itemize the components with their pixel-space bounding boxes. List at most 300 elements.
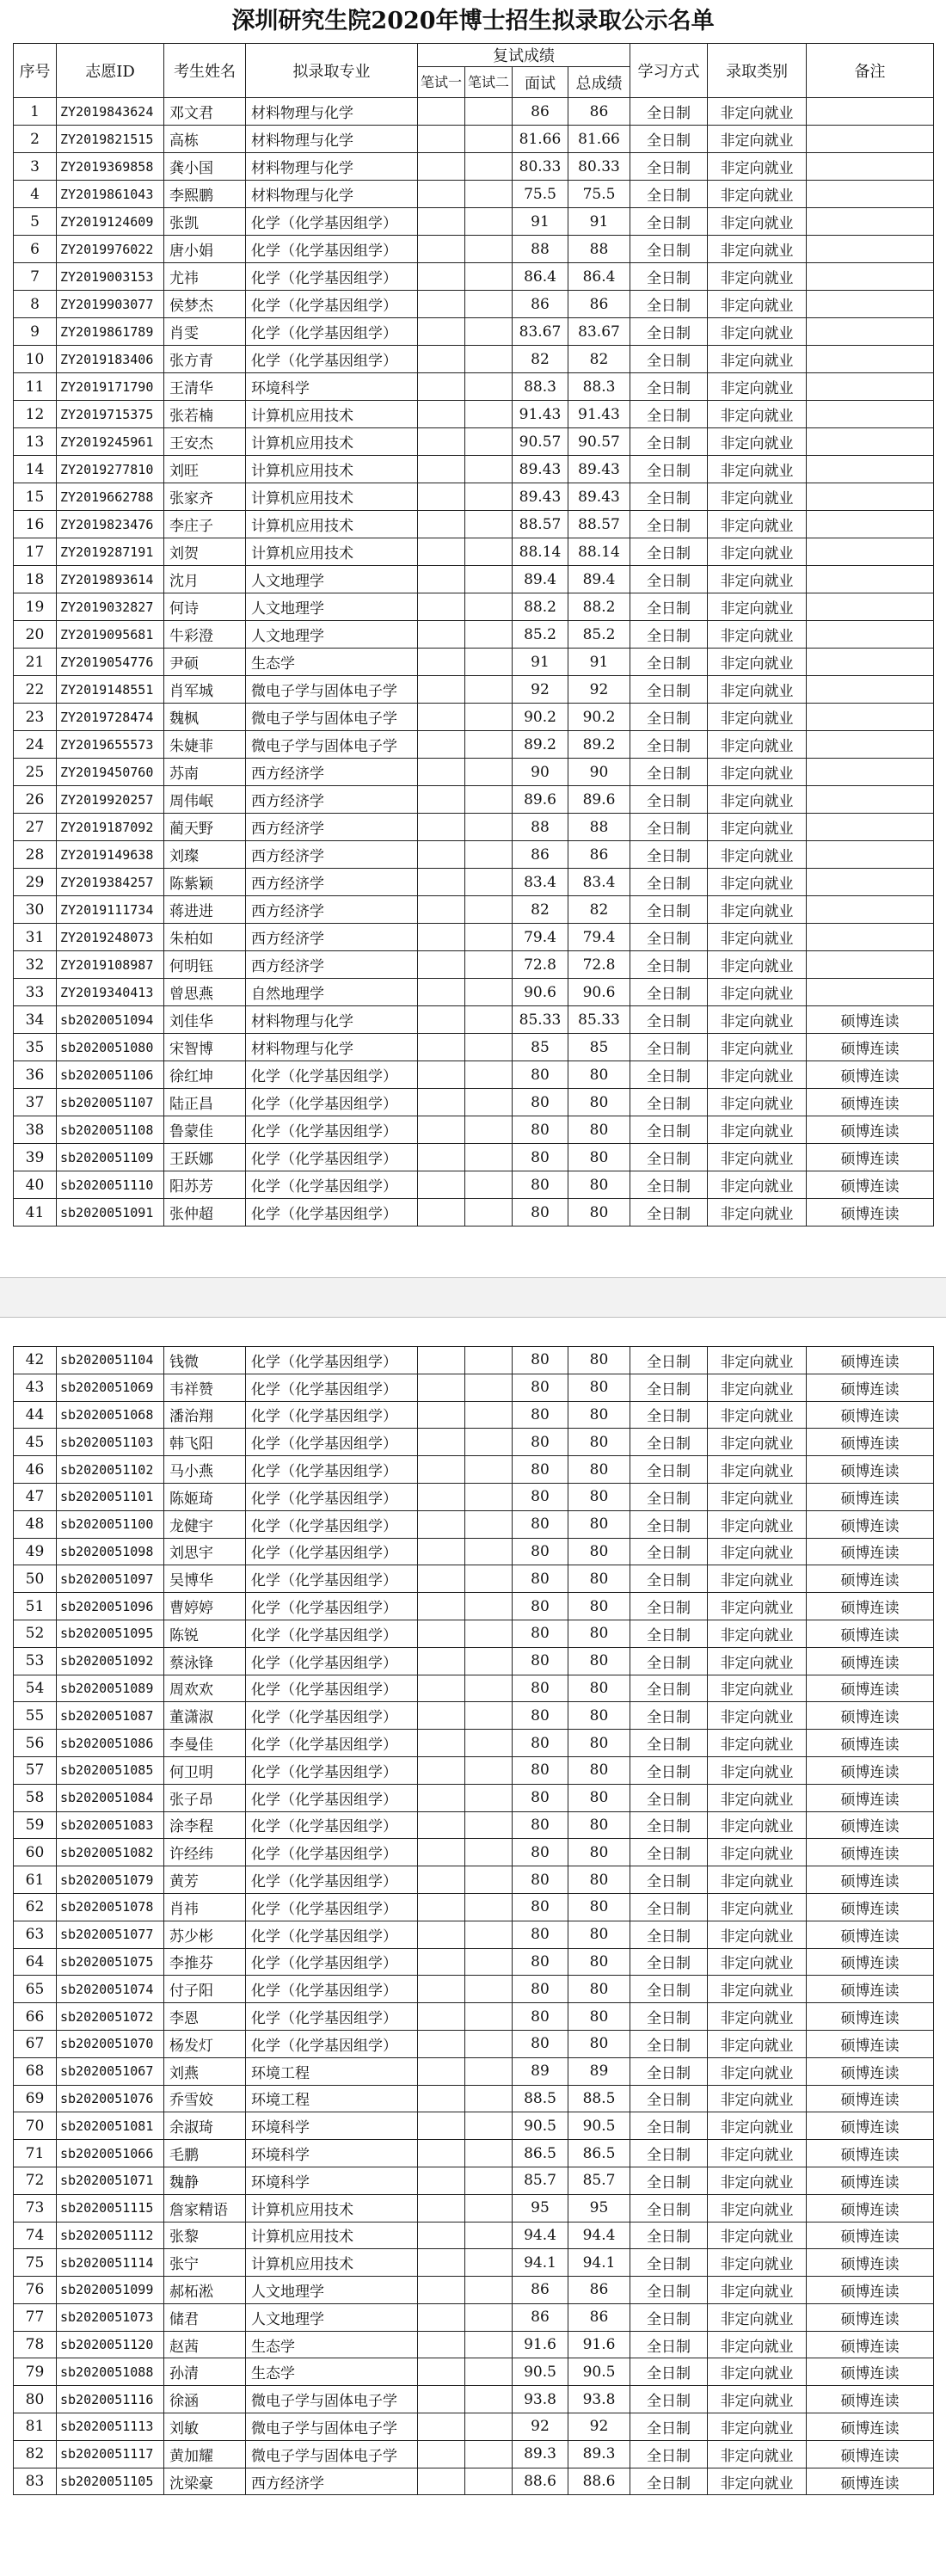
cell-total: 90.5 bbox=[568, 2112, 630, 2140]
cell-remark bbox=[807, 511, 934, 538]
cell-total: 80 bbox=[568, 1784, 630, 1811]
cell-written-1 bbox=[418, 2222, 465, 2249]
cell-name: 阳苏芳 bbox=[164, 1171, 246, 1199]
cell-written-2 bbox=[465, 2413, 513, 2441]
cell-category: 非定向就业 bbox=[708, 2331, 807, 2358]
cell-written-1 bbox=[418, 951, 465, 979]
cell-interview: 90.2 bbox=[513, 704, 568, 731]
table-row bbox=[14, 1730, 934, 1757]
cell-written-1 bbox=[418, 1456, 465, 1484]
cell-category: 非定向就业 bbox=[708, 318, 807, 346]
cell-seq: 2 bbox=[14, 126, 57, 153]
cell-major: 生态学 bbox=[246, 2358, 418, 2386]
cell-mode: 全日制 bbox=[630, 1675, 708, 1702]
cell-written-1 bbox=[418, 2003, 465, 2031]
cell-seq: 40 bbox=[14, 1171, 57, 1199]
cell-name: 尹硕 bbox=[164, 649, 246, 676]
cell-written-1 bbox=[418, 2030, 465, 2057]
cell-id: ZY2019111734 bbox=[57, 896, 164, 924]
cell-mode: 全日制 bbox=[630, 759, 708, 786]
cell-written-2 bbox=[465, 814, 513, 841]
cell-interview: 80 bbox=[513, 1510, 568, 1538]
cell-remark bbox=[807, 181, 934, 208]
cell-category: 非定向就业 bbox=[708, 98, 807, 126]
cell-remark: 硕博连读 bbox=[807, 1866, 934, 1894]
cell-remark bbox=[807, 593, 934, 621]
cell-interview: 86.5 bbox=[513, 2140, 568, 2167]
cell-name: 黄加耀 bbox=[164, 2440, 246, 2468]
cell-mode: 全日制 bbox=[630, 2468, 708, 2495]
cell-mode: 全日制 bbox=[630, 1784, 708, 1811]
header-id: 志愿ID bbox=[57, 44, 164, 98]
cell-seq: 18 bbox=[14, 566, 57, 593]
table-row bbox=[14, 2386, 934, 2413]
cell-written-2 bbox=[465, 1565, 513, 1593]
cell-interview: 80 bbox=[513, 1784, 568, 1811]
cell-written-1 bbox=[418, 1199, 465, 1227]
cell-written-1 bbox=[418, 291, 465, 318]
cell-written-2 bbox=[465, 704, 513, 731]
cell-written-1 bbox=[418, 538, 465, 566]
cell-written-1 bbox=[418, 2277, 465, 2304]
cell-remark: 硕博连读 bbox=[807, 1948, 934, 1976]
cell-seq: 21 bbox=[14, 649, 57, 676]
cell-interview: 80 bbox=[513, 2003, 568, 2031]
table-row bbox=[14, 649, 934, 676]
cell-name: 赵茜 bbox=[164, 2331, 246, 2358]
cell-total: 89 bbox=[568, 2057, 630, 2085]
cell-written-2 bbox=[465, 1976, 513, 2003]
cell-category: 非定向就业 bbox=[708, 869, 807, 896]
cell-id: ZY2019187092 bbox=[57, 814, 164, 841]
cell-category: 非定向就业 bbox=[708, 1006, 807, 1034]
cell-written-1 bbox=[418, 869, 465, 896]
cell-mode: 全日制 bbox=[630, 1429, 708, 1456]
cell-id: ZY2019108987 bbox=[57, 951, 164, 979]
cell-written-1 bbox=[418, 1171, 465, 1199]
cell-mode: 全日制 bbox=[630, 2249, 708, 2277]
cell-written-2 bbox=[465, 1006, 513, 1034]
table-row bbox=[14, 2331, 934, 2358]
cell-remark bbox=[807, 841, 934, 869]
cell-name: 钱微 bbox=[164, 1347, 246, 1374]
cell-interview: 80 bbox=[513, 1199, 568, 1227]
cell-seq: 3 bbox=[14, 153, 57, 181]
table-row bbox=[14, 1893, 934, 1921]
cell-mode: 全日制 bbox=[630, 649, 708, 676]
cell-written-2 bbox=[465, 1144, 513, 1171]
cell-name: 许经纬 bbox=[164, 1839, 246, 1866]
cell-seq: 66 bbox=[14, 2003, 57, 2031]
cell-id: sb2020051069 bbox=[57, 1374, 164, 1401]
cell-mode: 全日制 bbox=[630, 1756, 708, 1784]
cell-seq: 47 bbox=[14, 1483, 57, 1510]
cell-total: 80 bbox=[568, 1089, 630, 1116]
cell-major: 化学（化学基因组学） bbox=[246, 1116, 418, 1144]
cell-name: 王清华 bbox=[164, 373, 246, 401]
cell-written-1 bbox=[418, 1483, 465, 1510]
cell-written-1 bbox=[418, 1429, 465, 1456]
cell-category: 非定向就业 bbox=[708, 153, 807, 181]
table-row bbox=[14, 924, 934, 951]
cell-mode: 全日制 bbox=[630, 1089, 708, 1116]
cell-id: sb2020051112 bbox=[57, 2222, 164, 2249]
cell-written-2 bbox=[465, 1866, 513, 1894]
cell-name: 曹婷婷 bbox=[164, 1593, 246, 1620]
cell-name: 肖祎 bbox=[164, 1893, 246, 1921]
cell-category: 非定向就业 bbox=[708, 2303, 807, 2331]
cell-name: 刘敏 bbox=[164, 2413, 246, 2441]
cell-interview: 95 bbox=[513, 2194, 568, 2222]
cell-name: 魏枫 bbox=[164, 704, 246, 731]
cell-id: ZY2019450760 bbox=[57, 759, 164, 786]
cell-written-1 bbox=[418, 566, 465, 593]
cell-category: 非定向就业 bbox=[708, 731, 807, 759]
cell-seq: 20 bbox=[14, 621, 57, 649]
table-row bbox=[14, 98, 934, 126]
cell-remark: 硕博连读 bbox=[807, 2413, 934, 2441]
cell-category: 非定向就业 bbox=[708, 566, 807, 593]
cell-total: 95 bbox=[568, 2194, 630, 2222]
cell-id: sb2020051091 bbox=[57, 1199, 164, 1227]
table-row bbox=[14, 2057, 934, 2085]
cell-interview: 90.57 bbox=[513, 428, 568, 456]
cell-seq: 77 bbox=[14, 2303, 57, 2331]
cell-mode: 全日制 bbox=[630, 263, 708, 291]
cell-total: 80 bbox=[568, 1116, 630, 1144]
cell-total: 94.4 bbox=[568, 2222, 630, 2249]
cell-interview: 88.6 bbox=[513, 2468, 568, 2495]
cell-name: 刘璨 bbox=[164, 841, 246, 869]
cell-seq: 5 bbox=[14, 208, 57, 236]
cell-category: 非定向就业 bbox=[708, 2167, 807, 2194]
cell-total: 80 bbox=[568, 1866, 630, 1894]
cell-remark: 硕博连读 bbox=[807, 2057, 934, 2085]
table-row bbox=[14, 2140, 934, 2167]
cell-mode: 全日制 bbox=[630, 1976, 708, 2003]
cell-remark bbox=[807, 373, 934, 401]
cell-written-2 bbox=[465, 2440, 513, 2468]
table-row bbox=[14, 2413, 934, 2441]
cell-written-2 bbox=[465, 1089, 513, 1116]
cell-written-2 bbox=[465, 1061, 513, 1089]
cell-remark: 硕博连读 bbox=[807, 1647, 934, 1675]
cell-id: ZY2019843624 bbox=[57, 98, 164, 126]
cell-major: 化学（化学基因组学） bbox=[246, 318, 418, 346]
cell-category: 非定向就业 bbox=[708, 676, 807, 704]
cell-remark: 硕博连读 bbox=[807, 1538, 934, 1565]
table-row bbox=[14, 1948, 934, 1976]
cell-written-2 bbox=[465, 483, 513, 511]
cell-category: 非定向就业 bbox=[708, 924, 807, 951]
cell-written-1 bbox=[418, 786, 465, 814]
cell-written-1 bbox=[418, 1374, 465, 1401]
cell-major: 化学（化学基因组学） bbox=[246, 346, 418, 373]
cell-written-2 bbox=[465, 126, 513, 153]
cell-id: ZY2019861789 bbox=[57, 318, 164, 346]
cell-total: 80 bbox=[568, 2003, 630, 2031]
cell-major: 人文地理学 bbox=[246, 621, 418, 649]
table-row bbox=[14, 621, 934, 649]
cell-id: ZY2019715375 bbox=[57, 401, 164, 428]
cell-written-1 bbox=[418, 1034, 465, 1061]
cell-major: 计算机应用技术 bbox=[246, 483, 418, 511]
cell-written-1 bbox=[418, 1089, 465, 1116]
cell-written-2 bbox=[465, 98, 513, 126]
cell-major: 计算机应用技术 bbox=[246, 456, 418, 483]
cell-id: sb2020051082 bbox=[57, 1839, 164, 1866]
cell-category: 非定向就业 bbox=[708, 1784, 807, 1811]
cell-interview: 90 bbox=[513, 759, 568, 786]
cell-remark bbox=[807, 153, 934, 181]
cell-major: 化学（化学基因组学） bbox=[246, 2030, 418, 2057]
cell-name: 刘旺 bbox=[164, 456, 246, 483]
cell-major: 自然地理学 bbox=[246, 979, 418, 1006]
cell-id: sb2020051070 bbox=[57, 2030, 164, 2057]
cell-seq: 27 bbox=[14, 814, 57, 841]
cell-interview: 80 bbox=[513, 1347, 568, 1374]
cell-category: 非定向就业 bbox=[708, 951, 807, 979]
table-row bbox=[14, 1702, 934, 1730]
cell-total: 91 bbox=[568, 649, 630, 676]
table-row bbox=[14, 2030, 934, 2057]
cell-remark: 硕博连读 bbox=[807, 1374, 934, 1401]
cell-remark: 硕博连读 bbox=[807, 2303, 934, 2331]
cell-category: 非定向就业 bbox=[708, 373, 807, 401]
table-row bbox=[14, 2085, 934, 2112]
cell-written-1 bbox=[418, 1866, 465, 1894]
cell-remark bbox=[807, 649, 934, 676]
cell-seq: 68 bbox=[14, 2057, 57, 2085]
cell-written-2 bbox=[465, 1948, 513, 1976]
cell-written-1 bbox=[418, 1839, 465, 1866]
cell-remark bbox=[807, 263, 934, 291]
cell-mode: 全日制 bbox=[630, 2194, 708, 2222]
cell-remark: 硕博连读 bbox=[807, 1921, 934, 1948]
cell-major: 化学（化学基因组学） bbox=[246, 1429, 418, 1456]
cell-total: 80 bbox=[568, 1483, 630, 1510]
cell-category: 非定向就业 bbox=[708, 2386, 807, 2413]
cell-id: ZY2019655573 bbox=[57, 731, 164, 759]
cell-written-2 bbox=[465, 1401, 513, 1429]
cell-id: ZY2019124609 bbox=[57, 208, 164, 236]
cell-written-1 bbox=[418, 1061, 465, 1089]
cell-total: 89.3 bbox=[568, 2440, 630, 2468]
cell-name: 尤祎 bbox=[164, 263, 246, 291]
cell-id: sb2020051086 bbox=[57, 1730, 164, 1757]
cell-mode: 全日制 bbox=[630, 566, 708, 593]
table-row bbox=[14, 1116, 934, 1144]
cell-mode: 全日制 bbox=[630, 208, 708, 236]
cell-id: sb2020051113 bbox=[57, 2413, 164, 2441]
table-row bbox=[14, 1171, 934, 1199]
cell-seq: 15 bbox=[14, 483, 57, 511]
table-row bbox=[14, 1061, 934, 1089]
cell-seq: 41 bbox=[14, 1199, 57, 1227]
cell-written-2 bbox=[465, 1538, 513, 1565]
cell-written-2 bbox=[465, 2358, 513, 2386]
cell-category: 非定向就业 bbox=[708, 786, 807, 814]
cell-written-1 bbox=[418, 2303, 465, 2331]
cell-category: 非定向就业 bbox=[708, 896, 807, 924]
table-row bbox=[14, 951, 934, 979]
cell-major: 计算机应用技术 bbox=[246, 2249, 418, 2277]
cell-category: 非定向就业 bbox=[708, 1893, 807, 1921]
cell-written-2 bbox=[465, 181, 513, 208]
cell-total: 93.8 bbox=[568, 2386, 630, 2413]
cell-major: 环境科学 bbox=[246, 2167, 418, 2194]
cell-category: 非定向就业 bbox=[708, 979, 807, 1006]
table-row bbox=[14, 126, 934, 153]
cell-mode: 全日制 bbox=[630, 1866, 708, 1894]
cell-interview: 89.2 bbox=[513, 731, 568, 759]
cell-seq: 24 bbox=[14, 731, 57, 759]
cell-seq: 29 bbox=[14, 869, 57, 896]
cell-mode: 全日制 bbox=[630, 1374, 708, 1401]
cell-interview: 86 bbox=[513, 2303, 568, 2331]
cell-written-2 bbox=[465, 759, 513, 786]
cell-major: 人文地理学 bbox=[246, 2303, 418, 2331]
cell-total: 90 bbox=[568, 759, 630, 786]
table-row bbox=[14, 428, 934, 456]
cell-seq: 60 bbox=[14, 1839, 57, 1866]
cell-remark bbox=[807, 291, 934, 318]
header-retest: 复试成绩 bbox=[418, 44, 630, 67]
cell-total: 88.14 bbox=[568, 538, 630, 566]
cell-total: 82 bbox=[568, 346, 630, 373]
cell-name: 徐红坤 bbox=[164, 1061, 246, 1089]
cell-mode: 全日制 bbox=[630, 291, 708, 318]
cell-remark bbox=[807, 951, 934, 979]
cell-name: 韦祥赞 bbox=[164, 1374, 246, 1401]
cell-written-1 bbox=[418, 1347, 465, 1374]
cell-total: 88.6 bbox=[568, 2468, 630, 2495]
cell-written-1 bbox=[418, 181, 465, 208]
table-row bbox=[14, 566, 934, 593]
cell-total: 80 bbox=[568, 1921, 630, 1948]
cell-name: 王安杰 bbox=[164, 428, 246, 456]
cell-category: 非定向就业 bbox=[708, 263, 807, 291]
cell-category: 非定向就业 bbox=[708, 1702, 807, 1730]
cell-interview: 85.2 bbox=[513, 621, 568, 649]
cell-seq: 69 bbox=[14, 2085, 57, 2112]
cell-id: ZY2019248073 bbox=[57, 924, 164, 951]
cell-name: 张仲超 bbox=[164, 1199, 246, 1227]
cell-interview: 80 bbox=[513, 1866, 568, 1894]
cell-written-2 bbox=[465, 1921, 513, 1948]
cell-id: ZY2019861043 bbox=[57, 181, 164, 208]
cell-category: 非定向就业 bbox=[708, 2003, 807, 2031]
cell-written-1 bbox=[418, 979, 465, 1006]
cell-interview: 88 bbox=[513, 814, 568, 841]
cell-id: ZY2019171790 bbox=[57, 373, 164, 401]
cell-remark: 硕博连读 bbox=[807, 1401, 934, 1429]
cell-id: sb2020051102 bbox=[57, 1456, 164, 1484]
cell-name: 毛鹏 bbox=[164, 2140, 246, 2167]
table-row bbox=[14, 1510, 934, 1538]
cell-remark: 硕博连读 bbox=[807, 2440, 934, 2468]
cell-major: 材料物理与化学 bbox=[246, 181, 418, 208]
cell-category: 非定向就业 bbox=[708, 2468, 807, 2495]
cell-seq: 61 bbox=[14, 1866, 57, 1894]
cell-name: 杨发灯 bbox=[164, 2030, 246, 2057]
cell-major: 环境科学 bbox=[246, 373, 418, 401]
cell-name: 郝柘淞 bbox=[164, 2277, 246, 2304]
cell-name: 唐小娟 bbox=[164, 236, 246, 263]
cell-major: 西方经济学 bbox=[246, 869, 418, 896]
cell-seq: 76 bbox=[14, 2277, 57, 2304]
cell-mode: 全日制 bbox=[630, 676, 708, 704]
cell-category: 非定向就业 bbox=[708, 649, 807, 676]
table-row bbox=[14, 2112, 934, 2140]
cell-seq: 12 bbox=[14, 401, 57, 428]
cell-interview: 86 bbox=[513, 841, 568, 869]
cell-written-1 bbox=[418, 2140, 465, 2167]
cell-seq: 59 bbox=[14, 1811, 57, 1839]
cell-interview: 92 bbox=[513, 676, 568, 704]
cell-id: ZY2019384257 bbox=[57, 869, 164, 896]
cell-seq: 50 bbox=[14, 1565, 57, 1593]
cell-major: 化学（化学基因组学） bbox=[246, 1647, 418, 1675]
cell-mode: 全日制 bbox=[630, 1510, 708, 1538]
cell-written-2 bbox=[465, 2222, 513, 2249]
cell-written-1 bbox=[418, 621, 465, 649]
cell-id: sb2020051116 bbox=[57, 2386, 164, 2413]
cell-id: ZY2019903077 bbox=[57, 291, 164, 318]
cell-mode: 全日制 bbox=[630, 2413, 708, 2441]
cell-category: 非定向就业 bbox=[708, 1034, 807, 1061]
cell-id: ZY2019662788 bbox=[57, 483, 164, 511]
cell-written-1 bbox=[418, 1538, 465, 1565]
cell-interview: 88.14 bbox=[513, 538, 568, 566]
cell-mode: 全日制 bbox=[630, 1811, 708, 1839]
cell-interview: 79.4 bbox=[513, 924, 568, 951]
cell-written-1 bbox=[418, 2167, 465, 2194]
cell-written-1 bbox=[418, 236, 465, 263]
cell-major: 西方经济学 bbox=[246, 951, 418, 979]
table-row bbox=[14, 1756, 934, 1784]
cell-total: 80 bbox=[568, 1893, 630, 1921]
cell-written-1 bbox=[418, 2085, 465, 2112]
cell-written-1 bbox=[418, 896, 465, 924]
cell-total: 88 bbox=[568, 236, 630, 263]
table-row bbox=[14, 456, 934, 483]
cell-written-2 bbox=[465, 566, 513, 593]
cell-remark bbox=[807, 869, 934, 896]
cell-written-1 bbox=[418, 2358, 465, 2386]
cell-total: 80 bbox=[568, 1510, 630, 1538]
cell-major: 微电子学与固体电子学 bbox=[246, 2440, 418, 2468]
table-row bbox=[14, 2194, 934, 2222]
cell-seq: 13 bbox=[14, 428, 57, 456]
cell-mode: 全日制 bbox=[630, 2167, 708, 2194]
cell-mode: 全日制 bbox=[630, 2440, 708, 2468]
cell-category: 非定向就业 bbox=[708, 841, 807, 869]
cell-id: sb2020051106 bbox=[57, 1061, 164, 1089]
cell-id: ZY2019821515 bbox=[57, 126, 164, 153]
cell-total: 86 bbox=[568, 2303, 630, 2331]
cell-total: 90.5 bbox=[568, 2358, 630, 2386]
cell-seq: 48 bbox=[14, 1510, 57, 1538]
table-row bbox=[14, 1006, 934, 1034]
cell-name: 陈锐 bbox=[164, 1620, 246, 1647]
cell-written-1 bbox=[418, 1510, 465, 1538]
cell-category: 非定向就业 bbox=[708, 704, 807, 731]
table-row bbox=[14, 2440, 934, 2468]
cell-major: 化学（化学基因组学） bbox=[246, 263, 418, 291]
cell-remark: 硕博连读 bbox=[807, 2030, 934, 2057]
cell-major: 人文地理学 bbox=[246, 593, 418, 621]
